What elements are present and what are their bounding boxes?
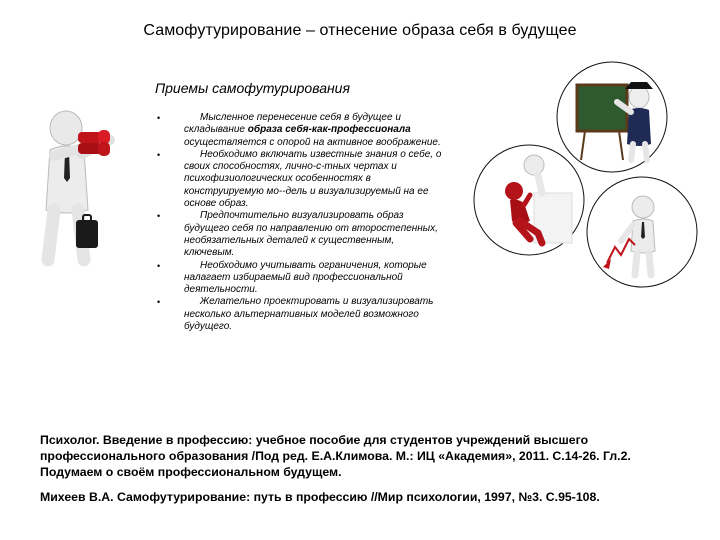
slide-title: Самофутурирование – отнесение образа себя в будущее xyxy=(143,22,577,39)
bullet-list xyxy=(150,112,445,333)
reference-secondary: Михеев В.А. Самофутурирование: путь в профессию //Мир психологии, 1997, №3. С.95-108. xyxy=(40,490,600,504)
list-item xyxy=(150,210,445,259)
bullet-dot: • xyxy=(157,113,161,123)
growth-chart-figure xyxy=(585,175,700,290)
bullet-bold-phrase: образа себя-как-профессионала xyxy=(247,124,411,136)
thinking-man-figure xyxy=(472,143,587,258)
section-subtitle: Приемы самофутурирования xyxy=(155,80,350,96)
man-with-binoculars-figure xyxy=(32,110,127,270)
reference-primary: Психолог. Введение в профессию: учебное пособие для студентов учреждений высшего профессионального образования /Под ред. Е.А.Климова. М.: ИЦ «Академия», 2011. С.14-26. Гл.2. Подумаем о своём профессиональном будущем. xyxy=(40,433,631,479)
bullet-text: Необходимо включать известные знания о себе, о своих способностях, лично-с-тных чертах и психофизиологических особенностях в конструируемую мо--дель и визуализируемый на ее основе образ. xyxy=(184,148,442,210)
list-item xyxy=(150,112,445,149)
bullet-dot: • xyxy=(157,149,161,160)
bullet-dot: • xyxy=(157,297,161,308)
bullet-dot: • xyxy=(157,211,161,222)
list-item xyxy=(150,260,445,297)
bullet-text: Необходимо учитывать ограничения, которые налагает избираемый вид профессиональной деятельности. xyxy=(184,259,427,296)
bullet-text: Предпочтительно визуализировать образ будущего себя по направлению от второстепенных, необязательных деталей к существенным, ключевым. xyxy=(184,210,438,259)
list-item xyxy=(150,296,445,333)
bullet-dot: • xyxy=(157,260,161,271)
bullet-text: Мысленное перенесение себя в будущее и складывание образа себя-как-профессионала осуществляется с опорой на активное воображение. xyxy=(184,112,441,148)
bullet-text: Желательно проектировать и визуализировать несколько альтернативных моделей возможного будущего. xyxy=(184,296,434,333)
list-item xyxy=(150,149,445,210)
